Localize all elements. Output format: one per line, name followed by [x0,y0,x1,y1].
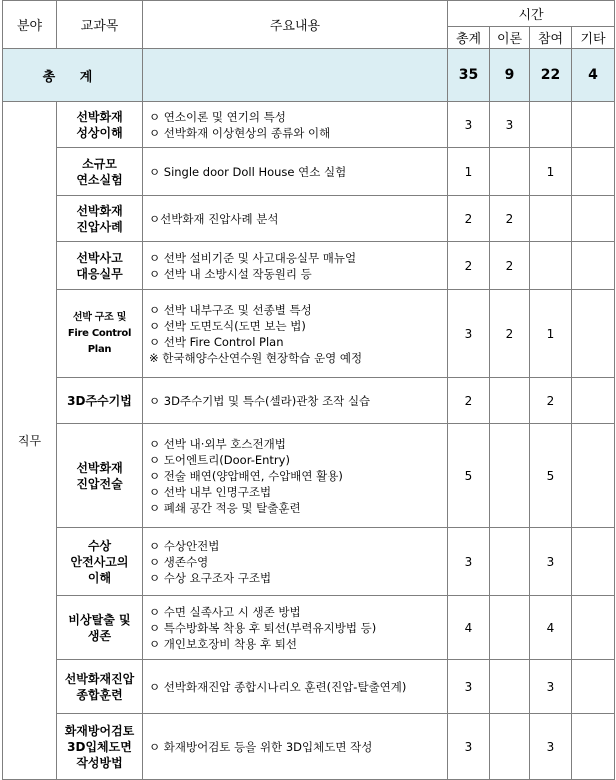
hours-other [572,424,615,528]
category-cell: 직무 [3,102,57,780]
hours-theory [490,660,530,714]
hours-theory: 3 [490,102,530,148]
table-row [3,714,615,780]
header-other: 기타 [572,27,615,49]
subject-cell: 선박 구조 및 Fire Control Plan [57,290,143,378]
subject-cell: 선박화재 성상이해 [57,102,143,148]
hours-other [572,596,615,660]
content-line: ㅇ 수상안전법 [149,538,220,553]
hours-participation: 2 [530,378,572,424]
summary-total: 35 [448,49,490,102]
hours-theory [490,148,530,196]
content-line: ㅇ Single door Doll House 연소 실험 [149,164,347,179]
content-cell [143,196,448,242]
subject-cell: 선박화재 진압사례 [57,196,143,242]
summary-theory: 9 [490,49,530,102]
hours-other [572,528,615,596]
content-line: ㅇ 수면 실족사고 시 생존 방법 [149,604,301,619]
subject-cell: 소규모 연소실험 [57,148,143,196]
content-line: ㅇ 폐쇄 공간 적응 및 탈출훈련 [149,500,301,515]
content-line: ㅇ 선박화재진압 종합시나리오 훈련(진압-탈출연계) [149,679,407,694]
table-row [3,424,615,528]
content-cell [143,290,448,378]
hours-total: 2 [448,378,490,424]
hours-other [572,660,615,714]
hours-participation: 1 [530,290,572,378]
curriculum-table [2,0,615,780]
summary-row [3,49,615,102]
content-cell [143,148,448,196]
summary-content-empty [143,49,448,102]
subject-cell: 화재방어검토 3D입체도면 작성방법 [57,714,143,780]
hours-total: 1 [448,148,490,196]
hours-participation: 5 [530,424,572,528]
hours-total: 5 [448,424,490,528]
hours-theory: 2 [490,290,530,378]
header-time: 시간 [448,1,615,27]
content-cell [143,528,448,596]
hours-theory: 2 [490,242,530,290]
subject-cell: 선박사고 대응실무 [57,242,143,290]
content-cell [143,660,448,714]
hours-other [572,102,615,148]
subject-cell: 선박화재진압 종합훈련 [57,660,143,714]
hours-theory [490,596,530,660]
hours-theory [490,714,530,780]
hours-other [572,148,615,196]
content-line: ㅇ 선박 내부 인명구조법 [149,484,272,499]
content-cell [143,242,448,290]
hours-participation: 3 [530,660,572,714]
hours-participation: 4 [530,596,572,660]
header-total: 총계 [448,27,490,49]
hours-theory [490,424,530,528]
hours-other [572,714,615,780]
table-row [3,378,615,424]
content-line: ㅇ 전술 배연(양압배연, 수압배연 활용) [149,468,343,483]
hours-other [572,242,615,290]
header-content: 주요내용 [143,1,448,49]
summary-other: 4 [572,49,615,102]
hours-theory: 2 [490,196,530,242]
content-cell [143,714,448,780]
hours-total: 3 [448,660,490,714]
content-line: ㅇ선박화재 진압사례 분석 [149,211,279,226]
summary-label: 총 계 [3,49,143,102]
hours-total: 4 [448,596,490,660]
hours-theory [490,378,530,424]
hours-other [572,196,615,242]
hours-total: 3 [448,528,490,596]
content-line: ㅇ 수상 요구조자 구조법 [149,570,272,585]
header-subject: 교과목 [57,1,143,49]
summary-participation: 22 [530,49,572,102]
table-row [3,528,615,596]
content-cell [143,378,448,424]
content-line: ㅇ 개인보호장비 착용 후 퇴선 [149,636,297,651]
table-row [3,290,615,378]
hours-participation: 1 [530,148,572,196]
hours-total: 3 [448,102,490,148]
table-row [3,596,615,660]
hours-other [572,290,615,378]
subject-cell: 비상탈출 및 생존 [57,596,143,660]
content-line: ㅇ 선박 Fire Control Plan [149,334,284,349]
subject-cell: 수상 안전사고의 이해 [57,528,143,596]
content-cell [143,424,448,528]
subject-cell: 3D주수기법 [57,378,143,424]
hours-total: 2 [448,196,490,242]
hours-participation: 3 [530,528,572,596]
content-line: ㅇ 선박화재 이상현상의 종류와 이해 [149,125,331,140]
hours-total: 3 [448,290,490,378]
table-row [3,196,615,242]
table-row [3,148,615,196]
content-line: ㅇ 선박 내 소방시설 작동원리 등 [149,266,312,281]
hours-participation [530,242,572,290]
hours-participation [530,196,572,242]
hours-participation [530,102,572,148]
hours-participation: 3 [530,714,572,780]
content-cell [143,596,448,660]
header-category: 분야 [3,1,57,49]
content-line: ※ 한국해양수산연수원 현장학습 운영 예정 [149,350,363,365]
hours-total: 2 [448,242,490,290]
table-row [3,102,615,148]
content-line: ㅇ 특수방화복 착용 후 퇴선(부력유지방법 등) [149,620,377,635]
content-line: ㅇ 도어엔트리(Door-Entry) [149,452,290,467]
content-cell [143,102,448,148]
content-line: ㅇ 선박 도면도식(도면 보는 법) [149,318,306,333]
header-participation: 참여 [530,27,572,49]
content-line: ㅇ 선박 설비기준 및 사고대응실무 매뉴얼 [149,250,357,265]
content-line: ㅇ 선박 내·외부 호스전개법 [149,436,286,451]
content-line: ㅇ 3D주수기법 및 특수(셀라)관창 조작 실습 [149,393,371,408]
table-row [3,660,615,714]
hours-total: 3 [448,714,490,780]
hours-other [572,378,615,424]
content-line: ㅇ 연소이론 및 연기의 특성 [149,109,286,124]
content-line: ㅇ 선박 내부구조 및 선종별 특성 [149,302,312,317]
header-theory: 이론 [490,27,530,49]
hours-theory [490,528,530,596]
content-line: ㅇ 생존수영 [149,554,209,569]
content-line: ㅇ 화재방어검토 등을 위한 3D입체도면 작성 [149,739,373,754]
table-row [3,242,615,290]
subject-cell: 선박화재 진압전술 [57,424,143,528]
